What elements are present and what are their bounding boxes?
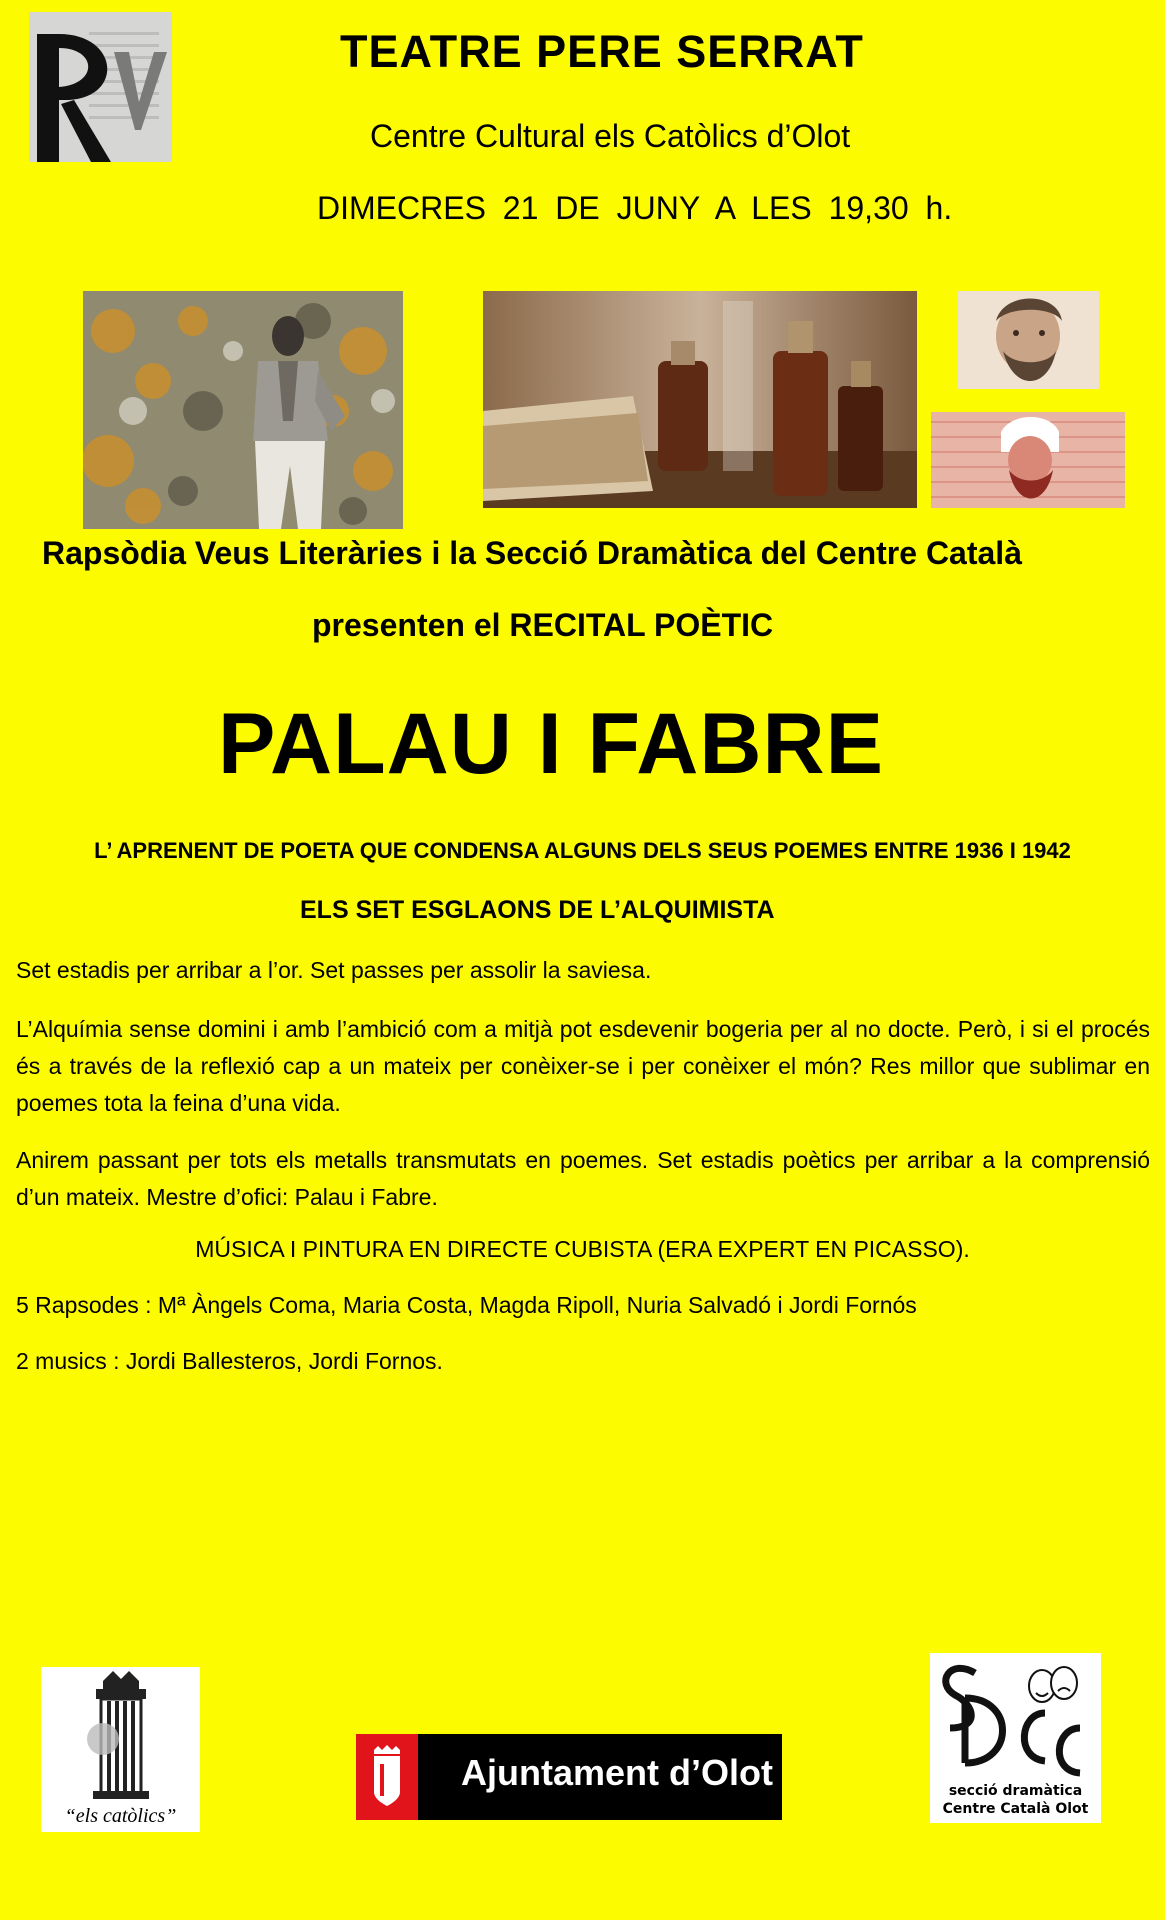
section-title: ELS SET ESGLAONS DE L’ALQUIMISTA	[300, 896, 775, 924]
rapsodia-logo	[29, 12, 172, 162]
venue-subtitle: Centre Cultural els Catòlics d’Olot	[370, 118, 851, 154]
show-tagline: L’ APRENENT DE POETA QUE CONDENSA ALGUNS DELS SEUS POEMES ENTRE 1936 I 1942	[94, 838, 1071, 863]
venue-title: TEATRE PERE SERRAT	[340, 26, 864, 77]
portrait-stamp-photo	[931, 412, 1125, 508]
sdcc-logo	[930, 1653, 1101, 1823]
paragraph-3: Anirem passant per tots els metalls transmutats en poemes. Set estadis poètics per arribar a la comprensió d’un mateix. Mestre d’ofici: Palau i Fabre.	[16, 1147, 1150, 1210]
paragraph-2: L’Alquímia sense domini i amb l’ambició com a mitjà pot esdevenir bogeria per al no docte. Però, i si el procés és a través de la reflexió cap a un mateix per conèixer-se i per conèixer el món? Res millor que sublimar en poemes tota la feina d’una vida.	[16, 1016, 1150, 1116]
presenting-line: presenten el RECITAL POÈTIC	[312, 607, 774, 643]
paragraph-1: Set estadis per arribar a l’or. Set passes per assolir la saviesa.	[16, 957, 652, 983]
music-painting-line: MÚSICA I PINTURA EN DIRECTE CUBISTA (ERA EXPERT EN PICASSO).	[195, 1236, 970, 1262]
ajuntament-label: Ajuntament d’Olot	[461, 1752, 773, 1793]
alchemy-bottles-photo	[483, 291, 917, 508]
els-catolics-caption: “els catòlics”	[64, 1805, 177, 1827]
show-title: PALAU I FABRE	[218, 696, 884, 792]
ajuntament-shield-icon	[356, 1734, 418, 1820]
poet-photo	[83, 291, 403, 529]
ajuntament-olot-logo	[356, 1734, 782, 1820]
sdcc-caption-line-2: Centre Català Olot	[942, 1801, 1089, 1817]
els-catolics-logo	[41, 1667, 200, 1832]
event-datetime: DIMECRES 21 DE JUNY A LES 19,30 h.	[317, 190, 953, 226]
sdcc-caption-line-1: secció dramàtica	[948, 1783, 1083, 1799]
presenters-line: Rapsòdia Veus Literàries i la Secció Dramàtica del Centre Català	[42, 535, 1022, 571]
musicians-line: 2 musics : Jordi Ballesteros, Jordi Fornos.	[16, 1348, 443, 1374]
rapsodes-line: 5 Rapsodes : Mª Àngels Coma, Maria Costa, Magda Ripoll, Nuria Salvadó i Jordi Fornós	[16, 1292, 917, 1318]
portrait-sketch-photo	[958, 291, 1099, 389]
